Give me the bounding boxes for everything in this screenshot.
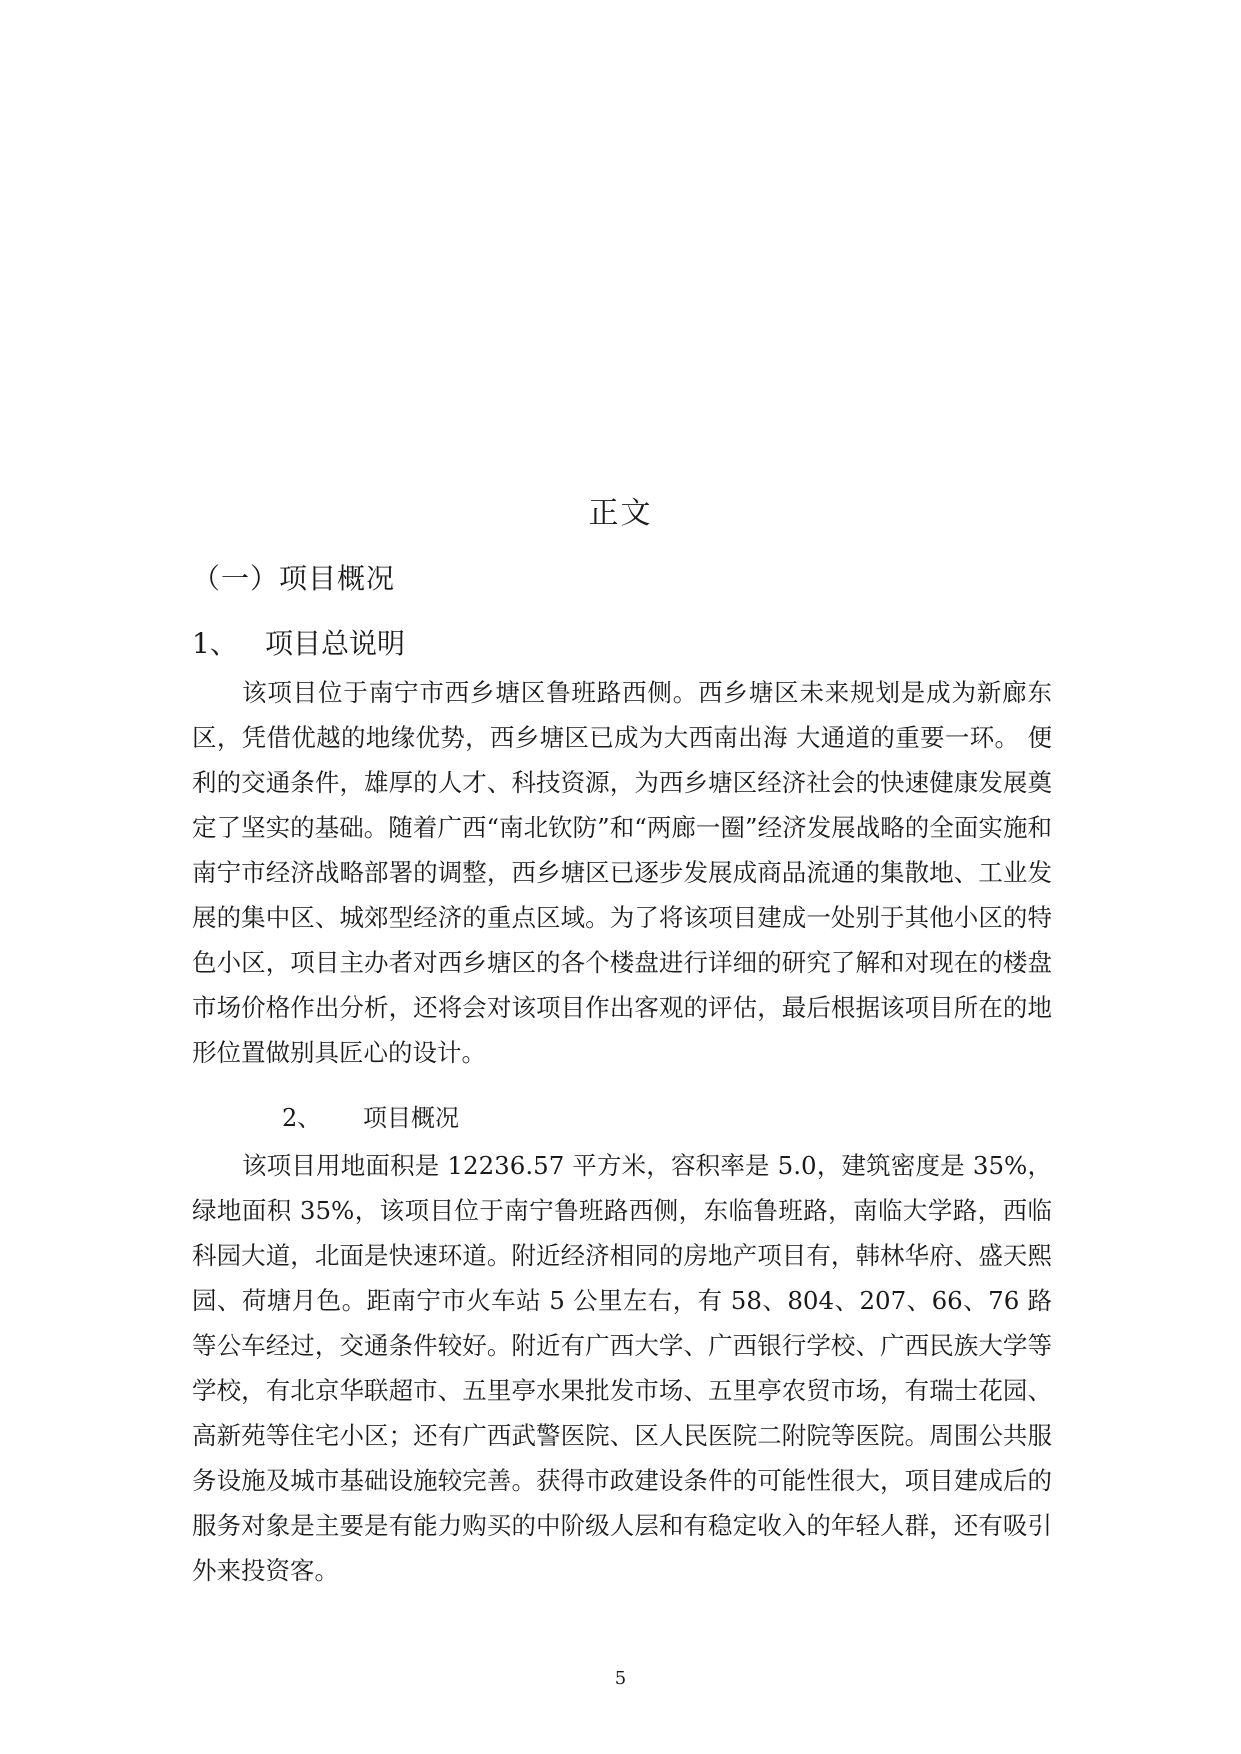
document-title: 正文 bbox=[588, 496, 653, 531]
subsection-1-heading bbox=[192, 622, 405, 662]
page-number: 5 bbox=[614, 1668, 627, 1689]
subsection-1-paragraph: 该项目位于南宁市西乡塘区鲁班路西侧。西乡塘区未来规划是成为新廊东区，凭借优越的地缘优势，西乡塘区已成为大西南出海 大通道的重要一环。 便利的交通条件，雄厚的人才、科技资源，为西乡塘区经济社会的快速健康发展奠定了坚实的基础。随着广西“南北钦防”和“两廊一圈”经济发展战略的全面实施和南宁市经济战略部署的调整，西乡塘区已逐步发展成商品流通的集散地、工业发展的集中区、城郊型经济的重点区域。为了将该项目建成一处别于其他小区的特色小区，项目主办者对西乡塘区的各个楼盘进行详细的研究了解和对现在的楼盘市场价格作出分析，还将会对该项目作出客观的评估，最后根据该项目所在的地形位置做别具匠心的设计。 bbox=[192, 678, 1052, 1067]
subsection-1-title: 项目总说明 bbox=[265, 627, 406, 660]
subsection-2-heading bbox=[282, 1098, 459, 1133]
subsection-2-title: 项目概况 bbox=[363, 1104, 459, 1132]
subsection-1-number: 1、 bbox=[192, 627, 238, 660]
subsection-2-number: 2、 bbox=[282, 1104, 322, 1132]
subsection-2-paragraph: 该项目用地面积是 12236.57 平方米，容积率是 5.0，建筑密度是 35%，绿地面积 35%，该项目位于南宁鲁班路西侧，东临鲁班路，南临大学路，西临科园大道，北面是快速环道。附近经济相同的房地产项目有，韩林华府、盛天熙园、荷塘月色。距南宁市火车站 5 公里左右，有 58、804、207、66、76 路等公车经过，交通条件较好。附近有广西大学、广西银行学校、广西民族大学等学校，有北京华联超市、五里亭水果批发市场、五里亭农贸市场，有瑞士花园、高新苑等住宅小区；还有广西武警医院、区人民医院二附院等医院。周围公共服务设施及城市基础设施较完善。获得市政建设条件的可能性很大，项目建成后的服务对象是主要是有能力购买的中阶级人层和有稳定收入的年轻人群，还有吸引外来投资客。 bbox=[192, 1151, 1052, 1585]
section-heading: （一）项目概况 bbox=[192, 562, 396, 595]
